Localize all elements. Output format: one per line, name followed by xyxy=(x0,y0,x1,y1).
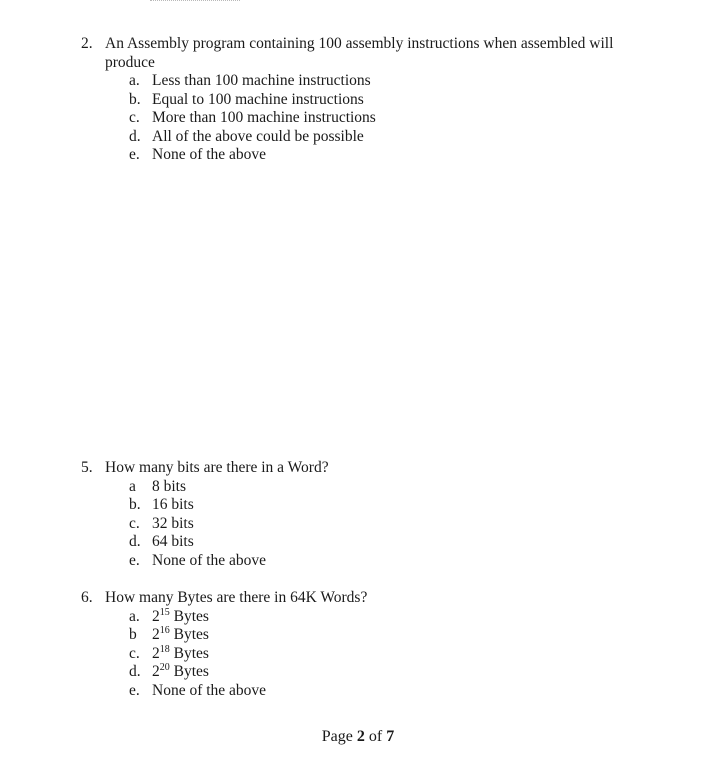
option-a xyxy=(81,72,641,91)
option-letter: a xyxy=(129,477,136,495)
option-letter: a. xyxy=(129,607,140,625)
option-a xyxy=(81,478,641,497)
total-pages-number: 7 xyxy=(386,728,395,745)
option-b xyxy=(81,496,641,515)
option-letter: b xyxy=(129,626,137,643)
scan-artifact-line xyxy=(150,0,240,4)
unit-label: Bytes xyxy=(173,626,209,643)
option-text: Equal to 100 machine instructions xyxy=(152,90,364,108)
option-letter: b. xyxy=(129,90,141,108)
option-d xyxy=(81,663,641,682)
power-exponent: 18 xyxy=(159,643,170,655)
options-list xyxy=(81,608,641,701)
power-exponent: 16 xyxy=(159,625,170,636)
options-list xyxy=(81,478,641,571)
option-text: None of the above xyxy=(152,551,267,569)
option-letter: c. xyxy=(129,644,140,662)
question-6 xyxy=(81,589,641,700)
option-text: All of the above could be possible xyxy=(152,127,364,145)
option-text: None of the above xyxy=(152,146,267,163)
option-letter: d. xyxy=(129,127,141,145)
option-letter: a. xyxy=(129,72,140,89)
question-text: How many Bytes are there in 64K Words? xyxy=(105,589,368,606)
option-c xyxy=(81,109,641,128)
option-letter: d. xyxy=(129,533,141,550)
question-number: 2. xyxy=(81,35,93,52)
question-number: 5. xyxy=(81,459,93,476)
unit-label: Bytes xyxy=(173,607,209,625)
option-text: Less than 100 machine instructions xyxy=(152,72,371,89)
option-e xyxy=(81,682,641,701)
option-text xyxy=(152,608,209,627)
power-exponent: 15 xyxy=(159,606,170,618)
question-2 xyxy=(81,35,641,165)
page-footer xyxy=(0,728,716,746)
of-label: of xyxy=(368,728,383,745)
option-text: 16 bits xyxy=(152,496,194,513)
option-c xyxy=(81,645,641,664)
option-d xyxy=(81,128,641,147)
power-exponent: 20 xyxy=(159,662,170,673)
power-base: 2 xyxy=(152,607,160,625)
question-number: 6. xyxy=(81,589,93,606)
option-e xyxy=(81,146,641,165)
option-text: More than 100 machine instructions xyxy=(152,109,376,126)
option-text xyxy=(152,663,209,682)
option-text xyxy=(152,645,209,664)
option-letter: e. xyxy=(129,681,140,699)
option-letter: d. xyxy=(129,663,141,680)
option-letter: c. xyxy=(129,514,140,532)
unit-label: Bytes xyxy=(173,644,209,662)
option-letter: e. xyxy=(129,551,140,569)
option-d xyxy=(81,533,641,552)
power-base: 2 xyxy=(152,663,160,680)
option-text: None of the above xyxy=(152,681,267,699)
option-text: 64 bits xyxy=(152,533,194,550)
option-e xyxy=(81,552,641,571)
question-text: How many bits are there in a Word? xyxy=(105,459,329,476)
power-base: 2 xyxy=(152,644,160,662)
option-c xyxy=(81,515,641,534)
option-b xyxy=(81,91,641,110)
question-text: An Assembly program containing 100 assembly instructions when assembled will produce xyxy=(105,35,614,71)
question-5 xyxy=(81,459,641,570)
option-b xyxy=(81,626,641,645)
option-text xyxy=(152,626,209,645)
option-letter: c. xyxy=(129,109,140,126)
unit-label: Bytes xyxy=(173,663,209,680)
options-list xyxy=(81,72,641,165)
page-label: Page xyxy=(321,728,353,745)
option-letter: b. xyxy=(129,496,141,513)
option-letter: e. xyxy=(129,146,140,163)
option-text: 8 bits xyxy=(152,477,187,495)
current-page-number: 2 xyxy=(356,728,365,745)
option-a xyxy=(81,608,641,627)
power-base: 2 xyxy=(152,626,160,643)
option-text: 32 bits xyxy=(152,514,194,532)
